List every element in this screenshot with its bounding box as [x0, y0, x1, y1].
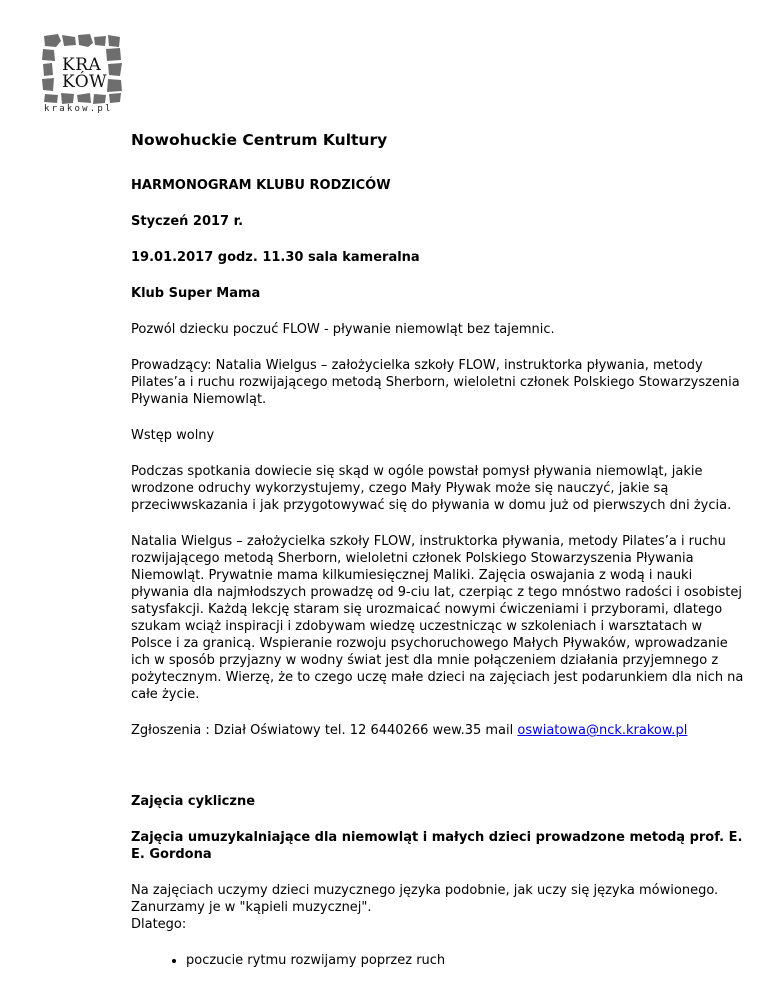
host-text: Prowadzący: Natalia Wielgus – założycielka szkoły FLOW, instruktorka pływania, metody Pilates’a i ruchu rozwijającego metodą Sherborn, wieloletni członek Polskiego Stowarzyszenia Pływania Niemowląt.	[131, 358, 740, 407]
schedule-title: HARMONOGRAM KLUBU RODZICÓW	[131, 178, 391, 193]
list-item: • poczucie rytmu rozwijamy poprzez ruch	[186, 952, 746, 969]
bullet-list	[131, 952, 746, 969]
logo-url: krakow.pl	[44, 104, 113, 114]
entry-text: Wstęp wolny	[131, 428, 215, 443]
signup-email-link[interactable]: oswiatowa@nck.krakow.pl	[517, 723, 688, 738]
intro-text: Pozwól dziecku poczuć FLOW - pływanie niemowląt bez tajemnic.	[131, 322, 555, 337]
signup-paragraph	[131, 722, 746, 739]
music-intro-1: Na zajęciach uczymy dzieci muzycznego języka podobnie, jak uczy się języka mówionego. Zanurzamy je w "kąpieli muzycznej".	[131, 883, 719, 915]
month-heading: Styczeń 2017 r.	[131, 214, 244, 229]
music-heading: Zajęcia umuzykalniające dla niemowląt i małych dzieci prowadzone metodą prof. E. E. Gordona	[131, 830, 743, 862]
cyclic-heading: Zajęcia cykliczne	[131, 794, 256, 809]
org-title: Nowohuckie Centrum Kultury	[131, 131, 388, 149]
music-intro-2: Dlatego:	[131, 917, 187, 932]
event-datetime: 19.01.2017 godz. 11.30 sala kameralna	[131, 250, 420, 265]
description-text: Podczas spotkania dowiecie się skąd w ogóle powstał pomysł pływania niemowląt, jakie wrodzone odruchy wykorzystujemy, czego Mały Pływak może się nauczyć, jakie są przeciwwskazania i jak przygotowywać się do pływania w domu już od pierwszych dni życia.	[131, 464, 732, 513]
bio-text: Natalia Wielgus – założycielka szkoły FLOW, instruktorka pływania, metody Pilates’a i ruchu rozwijającego metodą Sherborn, wieloletni członek Polskiego Stowarzyszenia Pływania Niemowląt. Prywatnie mama kilkumiesięcznej Maliki. Zajęcia oswajania z wodą i nauki pływania dla najmłodszych prowadzę od 9-ciu lat, czerpiąc z tego mnóstwo radości i osobistej satysfakcji. Każdą lekcję staram się urozmaicać nowymi ćwiczeniami i przyborami, dlatego szukam wciąż inspiracji i zdobywam wiedzę uczestnicząc w szkoleniach i warsztatach w Polsce i za granicą. Wspieranie rozwoju psychoruchowego Małych Pływaków, wprowadzanie ich w sposób przyjazny w wodny świat jest dla mnie połączeniem działania przyjemnego z pożytecznym. Wierzę, że to czego uczę małe dzieci na zajęciach jest podarunkiem dla nich na całe życie.	[131, 534, 744, 702]
logo-text-kow: KÓW	[62, 72, 108, 92]
logo-text-kra: KRA	[62, 55, 102, 75]
club-name: Klub Super Mama	[131, 286, 261, 301]
signup-text: Zgłoszenia : Dział Oświatowy tel. 12 6440266 wew.35 mail	[131, 723, 518, 738]
document-body	[131, 130, 746, 969]
